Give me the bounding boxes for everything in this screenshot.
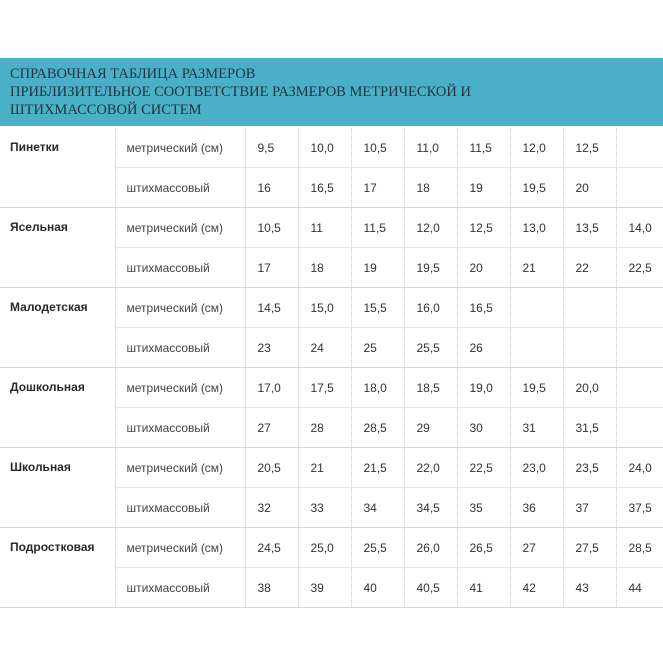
size-value-cell: 19 [351,248,404,288]
unit-label: метрический (см) [115,368,245,408]
table-row [0,208,663,248]
size-value-cell: 17 [245,248,298,288]
size-value-cell: 26,0 [404,528,457,568]
group-name: Подростковая [0,528,115,608]
size-value-cell: 32 [245,488,298,528]
size-value-cell: 31,5 [563,408,616,448]
size-value-cell: 15,5 [351,288,404,328]
size-value-cell [616,328,663,368]
size-value-cell: 22,5 [616,248,663,288]
unit-label: штихмассовый [115,248,245,288]
size-value-cell: 10,5 [245,208,298,248]
size-value-cell: 36 [510,488,563,528]
header-title-line-1: СПРАВОЧНАЯ ТАБЛИЦА РАЗМЕРОВ [10,66,256,82]
size-value-cell [563,328,616,368]
size-value-cell: 18 [404,168,457,208]
size-value-cell: 19,5 [510,368,563,408]
size-table [0,128,663,608]
size-value-cell: 23,0 [510,448,563,488]
size-value-cell: 18,0 [351,368,404,408]
size-value-cell: 17,5 [298,368,351,408]
size-value-cell [616,368,663,408]
size-value-cell: 39 [298,568,351,608]
group-name: Дошкольная [0,368,115,448]
size-value-cell: 30 [457,408,510,448]
table-row [0,368,663,408]
size-value-cell: 21,5 [351,448,404,488]
size-value-cell: 18,5 [404,368,457,408]
size-value-cell: 34,5 [404,488,457,528]
size-value-cell: 20,0 [563,368,616,408]
size-value-cell: 21 [510,248,563,288]
size-value-cell: 34 [351,488,404,528]
size-value-cell: 13,0 [510,208,563,248]
size-value-cell [616,128,663,168]
size-value-cell: 31 [510,408,563,448]
size-value-cell: 12,0 [404,208,457,248]
header-title-line-3: ШТИХМАССОВОЙ СИСТЕМ [10,102,202,118]
unit-label: штихмассовый [115,168,245,208]
size-value-cell [616,168,663,208]
size-value-cell: 19,5 [404,248,457,288]
unit-label: штихмассовый [115,328,245,368]
table-row [0,128,663,168]
size-value-cell [510,288,563,328]
size-value-cell [563,288,616,328]
group-name: Ясельная [0,208,115,288]
size-value-cell: 9,5 [245,128,298,168]
size-value-cell: 14,0 [616,208,663,248]
size-value-cell: 17,0 [245,368,298,408]
size-value-cell: 42 [510,568,563,608]
size-value-cell: 16 [245,168,298,208]
size-value-cell: 38 [245,568,298,608]
unit-label: метрический (см) [115,208,245,248]
size-value-cell: 33 [298,488,351,528]
size-value-cell: 27 [245,408,298,448]
size-value-cell: 28,5 [616,528,663,568]
size-value-cell: 29 [404,408,457,448]
size-value-cell: 22,0 [404,448,457,488]
size-value-cell: 16,5 [298,168,351,208]
size-value-cell: 22 [563,248,616,288]
size-value-cell: 22,5 [457,448,510,488]
size-value-cell: 17 [351,168,404,208]
group-name: Малодетская [0,288,115,368]
size-value-cell: 12,0 [510,128,563,168]
size-value-cell: 11,0 [404,128,457,168]
size-value-cell: 19,0 [457,368,510,408]
size-value-cell: 25,0 [298,528,351,568]
size-value-cell: 24,5 [245,528,298,568]
size-value-cell: 11,5 [457,128,510,168]
size-value-cell: 14,5 [245,288,298,328]
size-value-cell: 25,5 [351,528,404,568]
size-value-cell: 20 [563,168,616,208]
size-value-cell: 16,5 [457,288,510,328]
group-name: Школьная [0,448,115,528]
size-value-cell: 27,5 [563,528,616,568]
size-value-cell: 43 [563,568,616,608]
size-value-cell: 18 [298,248,351,288]
table-header-banner [0,58,663,126]
size-value-cell: 37 [563,488,616,528]
size-value-cell: 23,5 [563,448,616,488]
size-value-cell: 25,5 [404,328,457,368]
size-value-cell: 35 [457,488,510,528]
size-value-cell: 19,5 [510,168,563,208]
size-value-cell: 41 [457,568,510,608]
size-value-cell: 10,0 [298,128,351,168]
size-value-cell: 28 [298,408,351,448]
size-value-cell: 20,5 [245,448,298,488]
header-title-line-2: ПРИБЛИЗИТЕЛЬНОЕ СООТВЕТСТВИЕ РАЗМЕРОВ МЕТРИЧЕСКОЙ И [10,84,471,100]
size-value-cell [616,408,663,448]
size-value-cell: 12,5 [563,128,616,168]
unit-label: метрический (см) [115,448,245,488]
size-value-cell: 11,5 [351,208,404,248]
size-value-cell [510,328,563,368]
size-value-cell: 44 [616,568,663,608]
size-value-cell: 40,5 [404,568,457,608]
size-value-cell: 11 [298,208,351,248]
size-value-cell: 10,5 [351,128,404,168]
unit-label: штихмассовый [115,408,245,448]
table-row [0,448,663,488]
size-value-cell: 24 [298,328,351,368]
size-value-cell: 21 [298,448,351,488]
size-value-cell: 15,0 [298,288,351,328]
size-value-cell: 12,5 [457,208,510,248]
unit-label: метрический (см) [115,528,245,568]
size-value-cell: 19 [457,168,510,208]
size-value-cell: 26 [457,328,510,368]
size-value-cell: 23 [245,328,298,368]
size-value-cell [616,288,663,328]
size-value-cell: 20 [457,248,510,288]
size-value-cell: 37,5 [616,488,663,528]
size-value-cell: 26,5 [457,528,510,568]
size-value-cell: 27 [510,528,563,568]
unit-label: штихмассовый [115,488,245,528]
size-value-cell: 40 [351,568,404,608]
unit-label: метрический (см) [115,128,245,168]
size-value-cell: 13,5 [563,208,616,248]
unit-label: штихмассовый [115,568,245,608]
size-value-cell: 25 [351,328,404,368]
table-row [0,528,663,568]
table-row [0,288,663,328]
size-value-cell: 16,0 [404,288,457,328]
size-value-cell: 24,0 [616,448,663,488]
unit-label: метрический (см) [115,288,245,328]
size-value-cell: 28,5 [351,408,404,448]
group-name: Пинетки [0,128,115,208]
